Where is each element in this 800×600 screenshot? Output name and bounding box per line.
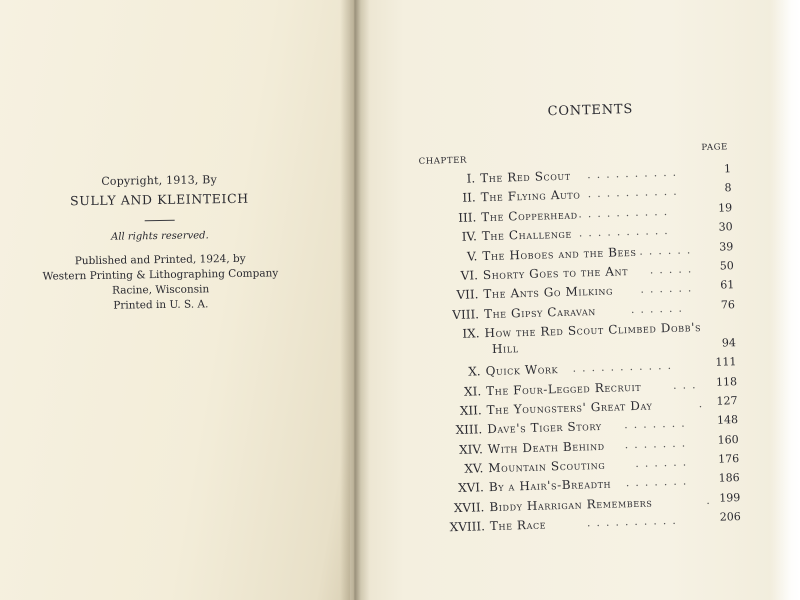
chapter-column-header: CHAPTER	[418, 155, 468, 167]
dot-leader: .	[698, 396, 709, 411]
chapter-number: XV.	[464, 461, 484, 476]
dot-leader: ..........	[587, 184, 683, 201]
published-line: Published and Printed, 1924, by	[74, 252, 246, 268]
printed-in: Printed in U. S. A.	[113, 298, 209, 312]
page-number: 30	[718, 220, 733, 234]
chapter-title: The Ants Go Milking	[483, 283, 614, 302]
dot-leader: .	[706, 493, 716, 507]
book-gutter	[340, 0, 370, 600]
page-number: 39	[719, 239, 734, 254]
page-number: 206	[719, 510, 741, 524]
contents-heading: CONTENTS	[547, 101, 634, 120]
page-number: 176	[717, 452, 740, 466]
chapter-title-continued: Hill	[491, 341, 519, 357]
chapter-number: XII.	[459, 403, 482, 418]
dot-leader: ..........	[578, 224, 674, 240]
chapter-number: I.	[466, 171, 476, 186]
chapter-number: III.	[458, 210, 477, 225]
dot-leader: ......	[630, 301, 689, 316]
dot-leader: ...	[672, 377, 702, 392]
page-number: 118	[715, 374, 738, 389]
left-page	[0, 0, 352, 600]
copyright-line: Copyright, 1913, By	[101, 173, 218, 188]
page-number: 1	[723, 162, 732, 176]
copyright-block	[9, 172, 311, 315]
page-number: 76	[720, 297, 736, 312]
chapter-number: XVI.	[457, 480, 485, 496]
chapter-title: The Race	[489, 517, 547, 534]
dot-leader: ..........	[586, 165, 683, 182]
table-of-contents	[415, 90, 778, 560]
chapter-list	[417, 163, 777, 540]
dot-leader: ......	[640, 281, 698, 297]
chapter-title: The Four-Legged Recruit	[485, 379, 642, 398]
dot-leader: .......	[623, 416, 691, 432]
printer-city: Racine, Wisconsin	[112, 283, 210, 297]
chapter-title: The Youngsters' Great Day	[486, 398, 653, 418]
chapter-title: Biddy Harrigan Remembers	[489, 495, 653, 514]
chapter-number: IV.	[461, 229, 478, 244]
page-number: 50	[719, 259, 734, 273]
page-number: 199	[719, 490, 741, 505]
dot-leader: ...........	[572, 358, 678, 375]
chapter-title: The Flying Auto	[480, 187, 581, 205]
page-number: 94	[721, 336, 737, 350]
rights-reserved: All rights reserved.	[111, 230, 209, 243]
page-number: 19	[717, 200, 733, 215]
chapter-title: The Hoboes and the Bees	[482, 244, 637, 263]
chapter-number: IX.	[462, 326, 480, 341]
chapter-title: Dave's Tiger Story	[487, 419, 602, 437]
dot-leader: .....	[649, 262, 698, 277]
chapter-number: XI.	[463, 383, 482, 399]
dot-leader: .......	[625, 474, 693, 490]
page-number: 127	[716, 394, 738, 408]
chapter-number: VII.	[456, 287, 479, 303]
chapter-number: VIII.	[452, 307, 480, 322]
chapter-title: With Death Behind	[487, 438, 605, 456]
page-column-header: PAGE	[701, 142, 729, 154]
chapter-title: Shorty Goes to the Ant	[482, 264, 629, 283]
page-number: 61	[720, 278, 735, 292]
divider-rule	[145, 220, 175, 221]
dot-leader: ..........	[586, 513, 682, 530]
publication-info	[10, 251, 311, 315]
page-number: 148	[716, 413, 739, 427]
chapter-number: XIV.	[458, 441, 483, 457]
chapter-number: XIII.	[455, 422, 483, 438]
chapter-title: By a Hair's-Breadth	[488, 477, 612, 495]
chapter-title: The Gipsy Caravan	[483, 303, 597, 321]
chapter-number: V.	[466, 248, 478, 264]
chapter-title: How the Red Scout Climbed Dobb's	[484, 320, 702, 341]
chapter-number: VI.	[460, 268, 479, 283]
printer-name: Western Printing & Lithographing Company	[42, 267, 279, 283]
chapter-title: Quick Work	[485, 362, 559, 379]
page-number: 160	[717, 432, 739, 447]
page-number: 186	[718, 471, 740, 486]
dot-leader: ......	[639, 242, 697, 258]
publisher-name: SULLY AND KLEINTEICH	[69, 190, 249, 209]
chapter-number: XVIII.	[449, 519, 486, 535]
dot-leader: ......	[635, 455, 693, 471]
chapter-title: The Challenge	[481, 226, 573, 244]
chapter-title: Mountain Scouting	[488, 457, 606, 476]
page-number: 111	[715, 355, 737, 369]
dot-leader: ..........	[578, 204, 674, 221]
chapter-title: The Copperhead	[481, 207, 578, 224]
page-number: 8	[724, 181, 732, 195]
dot-leader: .......	[624, 436, 692, 451]
chapter-number: X.	[468, 364, 481, 379]
chapter-number: XVII.	[453, 500, 485, 515]
chapter-number: II.	[462, 190, 476, 206]
chapter-title: The Red Scout	[480, 168, 571, 186]
page-edge	[770, 0, 800, 600]
